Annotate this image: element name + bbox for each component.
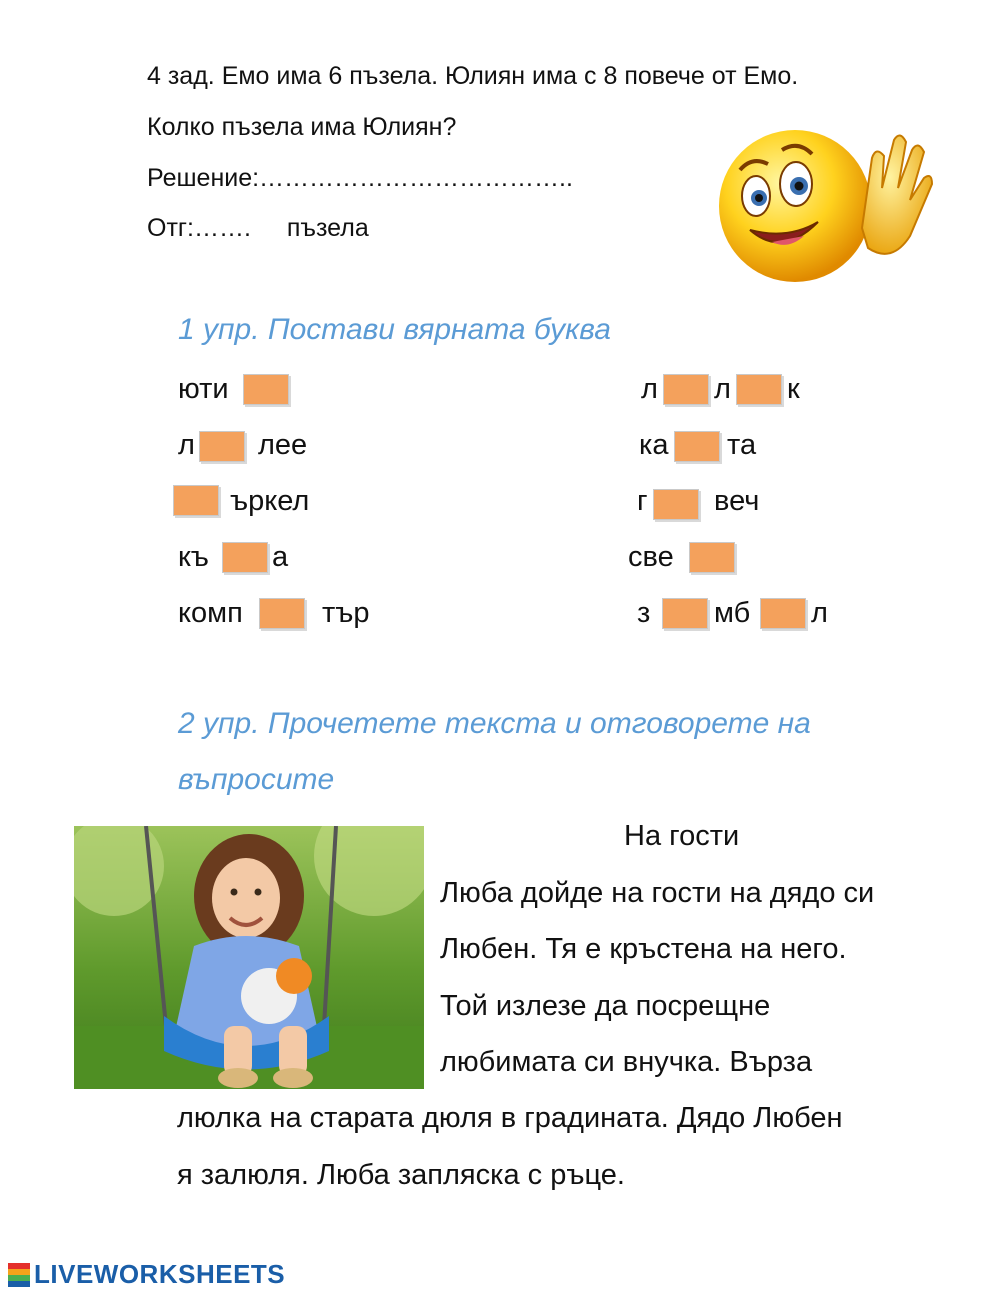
word-part: л: [714, 373, 731, 405]
story-line: я залюля. Люба запляска с ръце.: [177, 1159, 625, 1191]
letter-blank[interactable]: [674, 431, 720, 462]
word-part: лее: [258, 429, 308, 461]
story-title: На гости: [624, 820, 740, 852]
word-part: тър: [322, 597, 370, 629]
word-part: л: [178, 429, 195, 461]
girl-on-swing-photo: [74, 826, 424, 1089]
word-part: та: [727, 429, 757, 461]
word-part: юти: [178, 373, 229, 405]
liveworksheets-logo: [8, 1259, 285, 1290]
word-part: мб: [714, 597, 751, 629]
exercise2-title-cont: въпросите: [178, 763, 335, 796]
letter-blank[interactable]: [199, 431, 245, 462]
waving-smiley-icon: [712, 118, 934, 288]
logo-text: LIVEWORKSHEETS: [34, 1259, 286, 1289]
letter-blank[interactable]: [173, 485, 219, 516]
word-part: г: [637, 485, 648, 517]
letter-blank[interactable]: [222, 542, 268, 573]
letter-blank[interactable]: [243, 374, 289, 405]
task4-solution: Решение:………………………………..: [147, 164, 573, 192]
word-part: к: [787, 373, 800, 405]
letter-blank[interactable]: [736, 374, 782, 405]
story-line: любимата си внучка. Върза: [440, 1046, 813, 1078]
word-part: ъркел: [230, 485, 310, 517]
word-part: све: [628, 541, 674, 573]
letter-blank[interactable]: [689, 542, 735, 573]
word-part: веч: [714, 485, 760, 517]
answer-prefix: Отг:…….: [147, 214, 251, 242]
word-part: ка: [639, 429, 669, 461]
word-part: комп: [178, 597, 243, 629]
story-line: люлка на старата дюля в градината. Дядо Любен: [177, 1102, 843, 1134]
word-part: а: [272, 541, 289, 573]
word-part: л: [641, 373, 658, 405]
story-line: Люба дойде на гости на дядо си: [440, 877, 875, 909]
story-line: Любен. Тя е кръстена на него.: [440, 933, 847, 965]
word-part: л: [811, 597, 828, 629]
task4-answer: [147, 214, 369, 243]
letter-blank[interactable]: [653, 489, 699, 520]
letter-blank[interactable]: [259, 598, 305, 629]
logo-badge-icon: [8, 1263, 30, 1287]
word-part: къ: [178, 541, 209, 573]
story-line: Той излезе да посрещне: [440, 990, 771, 1022]
task4-line2: Колко пъзела има Юлиян?: [147, 113, 457, 141]
exercise1-title: 1 упр. Постави вярната буква: [178, 313, 611, 346]
letter-blank[interactable]: [663, 374, 709, 405]
answer-unit: пъзела: [286, 214, 369, 242]
letter-blank[interactable]: [662, 598, 708, 629]
exercise2-title: 2 упр. Прочетете текста и отговорете на: [178, 707, 811, 740]
letter-blank[interactable]: [760, 598, 806, 629]
word-part: з: [637, 597, 651, 629]
task4-line1: 4 зад. Емо има 6 пъзела. Юлиян има с 8 повече от Емо.: [147, 62, 799, 90]
